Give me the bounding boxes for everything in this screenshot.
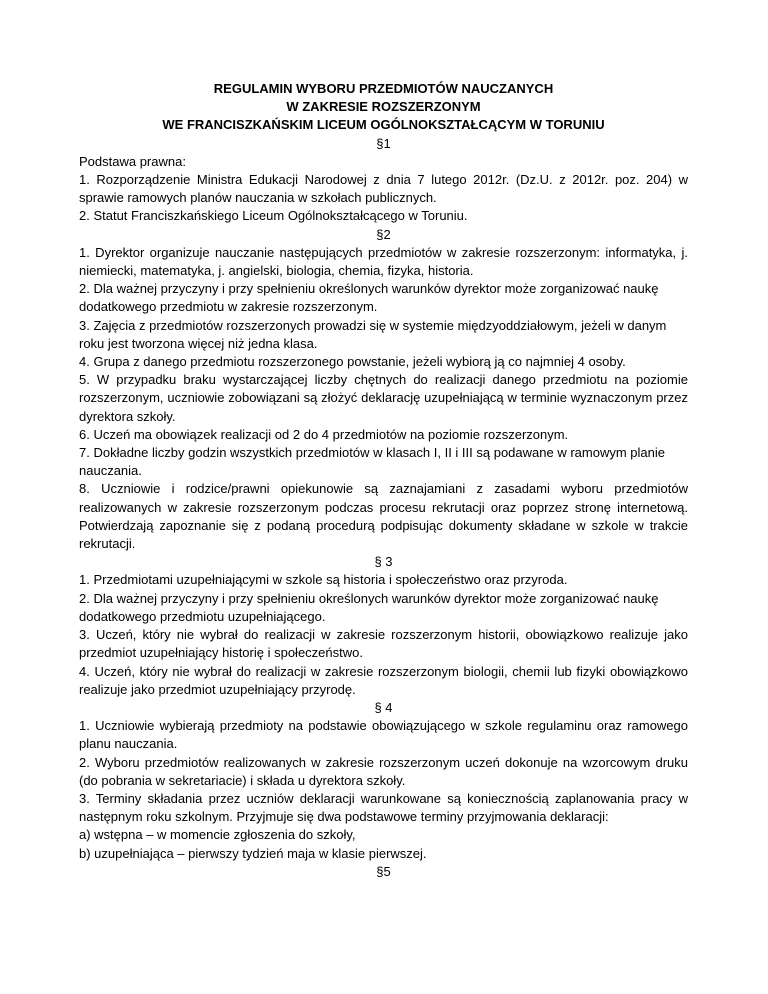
section-2-item-7: 7. Dokładne liczby godzin wszystkich przedmiotów w klasach I, II i III są podawane w ramowym planie nauczania. <box>79 445 665 479</box>
section-2-item-4: 4. Grupa z danego przedmiotu rozszerzonego powstanie, jeżeli wybiorą ją co najmniej 4 osoby. <box>79 354 626 370</box>
section-3-item-4: 4. Uczeń, który nie wybrał do realizacji w zakresie rozszerzonym biologii, chemii lub fizyki obowiązkowo realizuje jako przedmiot uzupełniający przyrodę. <box>79 663 688 697</box>
section-2-item-3: 3. Zajęcia z przedmiotów rozszerzonych prowadzi się w systemie międzyoddziałowym, jeżeli w danym roku jest tworzona więcej niż jedna klasa. <box>79 317 667 351</box>
section-1-intro: Podstawa prawna: <box>79 153 186 169</box>
section-2-item-6: 6. Uczeń ma obowiązek realizacji od 2 do 4 przedmiotów na poziomie rozszerzonym. <box>79 426 569 442</box>
section-2-heading: §2 <box>376 226 391 242</box>
title-line-3: WE FRANCISZKAŃSKIM LICEUM OGÓLNOKSZTAŁCĄCYM W TORUNIU <box>162 117 605 133</box>
section-1-heading: §1 <box>376 135 391 151</box>
section-5-heading: §5 <box>376 863 391 879</box>
document-page <box>79 80 688 881</box>
section-4-item-2: 2. Wyboru przedmiotów realizowanych w zakresie rozszerzonym uczeń dokonuje na wzorcowym druku (do pobrania w sekretariacie) i składa u dyrektora szkoły. <box>79 754 688 788</box>
section-2-item-8: 8. Uczniowie i rodzice/prawni opiekunowie są zaznajamiani z zasadami wyboru przedmiotów realizowanych w zakresie rozszerzonym podczas procesu rekrutacji oraz poprzez stronę internetową. Potwierdzają zapoznanie się z podaną procedurą podpisując dokumenty składane w szkole w trakcie rekrutacji. <box>79 481 688 552</box>
section-4-item-3a: a) wstępna – w momencie zgłoszenia do szkoły, <box>79 827 356 843</box>
section-3-item-3: 3. Uczeń, który nie wybrał do realizacji w zakresie rozszerzonym historii, obowiązkowo realizuje jako przedmiot uzupełniający historię i społeczeństwo. <box>79 627 688 661</box>
section-3-item-2: 2. Dla ważnej przyczyny i przy spełnieniu określonych warunków dyrektor może zorganizować naukę dodatkowego przedmiotu uzupełniającego. <box>79 590 659 624</box>
section-4-item-1: 1. Uczniowie wybierają przedmioty na podstawie obowiązującego w szkole regulaminu oraz ramowego planu nauczania. <box>79 718 688 752</box>
section-4-item-3b: b) uzupełniająca – pierwszy tydzień maja w klasie pierwszej. <box>79 845 427 861</box>
title-line-1: REGULAMIN WYBORU PRZEDMIOTÓW NAUCZANYCH <box>213 81 554 96</box>
section-3-heading: § 3 <box>374 554 393 570</box>
section-1-item-2: 2. Statut Franciszkańskiego Liceum Ogólnokształcącego w Toruniu. <box>79 208 468 224</box>
title-line-2: W ZAKRESIE ROZSZERZONYM <box>286 99 481 115</box>
document-title <box>79 80 688 135</box>
section-4-heading: § 4 <box>374 699 393 715</box>
section-3-item-1: 1. Przedmiotami uzupełniającymi w szkole są historia i społeczeństwo oraz przyroda. <box>79 572 568 588</box>
section-2-item-2: 2. Dla ważnej przyczyny i przy spełnieniu określonych warunków dyrektor może zorganizować naukę dodatkowego przedmiotu w zakresie rozszerzonym. <box>79 281 659 315</box>
section-2-item-1: 1. Dyrektor organizuje nauczanie następujących przedmiotów w zakresie rozszerzonym: informatyka, j. niemiecki, matematyka, j. angielski, biologia, chemia, fizyka, historia. <box>79 244 688 279</box>
section-2-item-5: 5. W przypadku braku wystarczającej liczby chętnych do realizacji danego przedmiotu na poziomie rozszerzonym, uczniowie zobowiązani są złożyć deklarację uzupełniającą w terminie wyznaczonym przez dyrektora szkoły. <box>79 372 688 424</box>
section-1-item-1: 1. Rozporządzenie Ministra Edukacji Narodowej z dnia 7 lutego 2012r. (Dz.U. z 2012r. poz. 204) w sprawie ramowych planów nauczania w szkołach publicznych. <box>79 172 688 206</box>
section-4-item-3: 3. Terminy składania przez uczniów deklaracji warunkowane są koniecznością zaplanowania pracy w następnym roku szkolnym. Przyjmuje się dwa podstawowe terminy przyjmowania deklaracji: <box>79 790 688 825</box>
